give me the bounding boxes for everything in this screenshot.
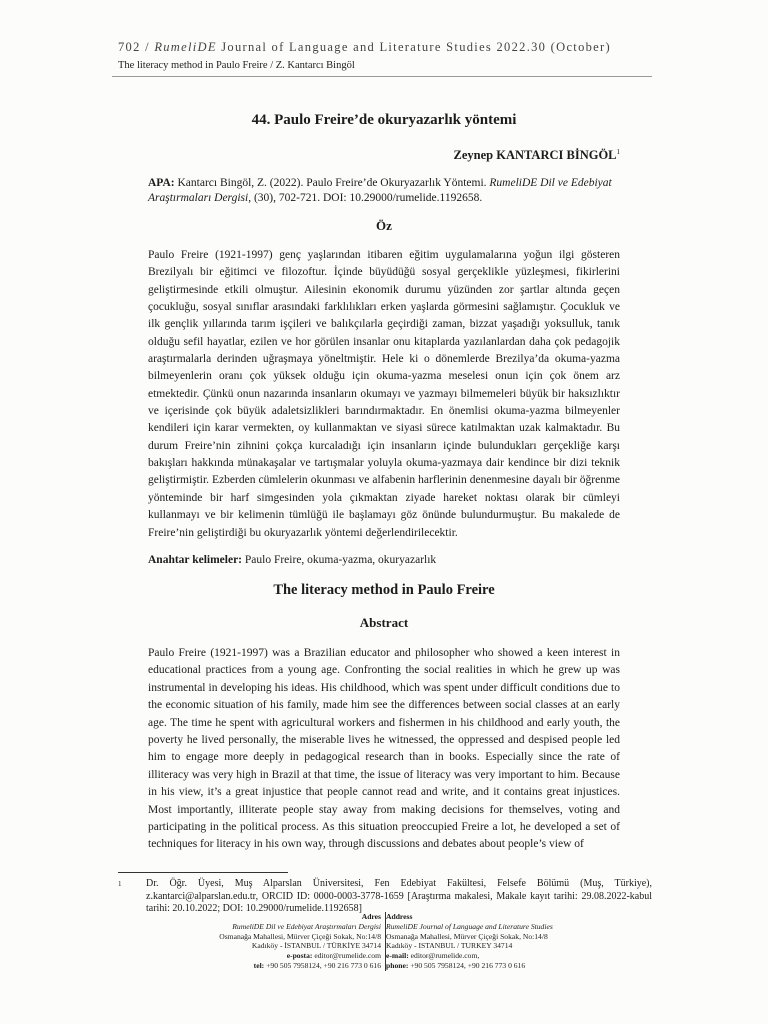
author-line [148,148,620,163]
header-separator: / [145,40,150,54]
address-en-email-value[interactable]: editor@rumelide.com, [408,951,480,961]
address-en [386,912,652,971]
page-number: 702 [118,40,141,54]
header-rule [112,76,652,77]
address-tr-heading: Adres [361,912,381,921]
address-en-line1: Osmanağa Mahallesi, Mürver Çiçeği Sokak, No:14/8 [386,931,548,941]
footnote-mark: 1 [118,880,122,888]
address-tr-email-value[interactable]: editor@rumelide.com [312,951,381,961]
apa-text-2: , (30), 702-721. DOI: 10.29000/rumelide.1192658. [248,192,483,204]
address-tr-line2: Kadıköy - İSTANBUL / TÜRKİYE 34714 [251,941,381,951]
apa-journal: RumeliDE Dil ve Edebiyat Araştırmaları Dergisi [148,177,612,204]
address-tr-tel-label: tel: [253,960,265,970]
address-tr-tel-value: +90 505 7958124, +90 216 773 0 616 [264,960,381,970]
article-title-tr: 44. Paulo Freire’de okuryazarlık yöntemi [251,112,517,128]
address-en-heading: Address [386,912,413,921]
apa-text-1: Kantarcı Bingöl, Z. (2022). Paulo Freire’de Okuryazarlık Yöntemi. [174,177,490,189]
running-header [118,40,658,55]
journal-name: RumeliDE [154,40,217,54]
address-tr-journal: RumeliDE Dil ve Edebiyat Araştırmaları Dergisi [232,921,381,931]
address-en-tel [386,961,652,971]
footnote-text: Dr. Öğr. Üyesi, Muş Alparslan Üniversitesi, Fen Edebiyat Fakültesi, Felsefe Bölümü (Muş, Türkiye), z.kantarci@alparslan.edu.tr, ORCID ID: 0000-0003-3778-1659 [Araştırma makalesi, Makale kayıt tarihi: 29.08.2022-kabul tarihi: 20.10.2022; DOI: 10.29000/rumelide.1192658] [146,878,652,914]
address-en-tel-value: +90 505 7958124, +90 216 773 0 616 [408,960,526,970]
footnote-rule [118,872,288,873]
apa-label: APA: [148,177,175,189]
address-tr-email [118,951,381,961]
footnote [118,878,652,916]
article-title-en: The literacy method in Paulo Freire [273,582,495,598]
keywords-label: Anahtar kelimeler: [148,554,243,566]
oz-heading: Öz [376,218,392,233]
journal-issue: Journal of Language and Literature Studies 2022.30 (October) [221,40,611,54]
keywords-line [148,554,620,566]
address-en-line2: Kadıköy - ISTANBUL / TURKEY 34714 [386,941,513,951]
address-tr [118,912,386,971]
oz-paragraph: Paulo Freire (1921-1997) genç yaşlarından itibaren eğitim uygulamalarına yoğun ilgi gösteren Brezilyalı bir eğitimci ve filozoftur. İçinde büyüdüğü sosyal gerçeklikle yüzleşmesi, fikirlerini geliştirmesinde etkili olmuştur. Ailesinin ekonomik durumu yüzünden zor şartlar altında geçen çocukluğu, sosyal sınıflar arasındaki farklılıkları erken yaşlarda görmesini sağlamıştır. Çocukluk ve ilk gençlik yıllarında tarım işçileri ve balıkçılarla geçirdiği zaman, bizzat yaşadığı yoksulluk, tanık olduğu sefil hayatlar, ezilen ve hor görülen insanlar onu kitaplarda yazılanlardan daha çok pedagojik araştırmalarla derinden uğraşmaya yöneltmiştir. Hele ki o dönemlerde Brezilya’da okuma-yazma bilmeyenlerin oranı çok yüksek olduğu için okuma-yazma meselesi onun için çok önem arz etmektedir. Çünkü onun nazarında insanların okumayı ve yazmayı bilmemeleri büyük bir haksızlıktır ve içerisinde çok büyük adaletsizlikleri barındırmaktadır. En önemlisi okuma-yazma bilmeyenler kendileri için karar vermekten, oy kullanmaktan ve siyasi sürece katılmaktan uzak kalmaktadır. Bu durum Freire’nin zihnini çokça kurcaladığı için insanların içinde bulundukları gerçekliğe karşı bakışları hakkında münakaşalar ve tartışmalar yoluyla okuma-yazmaya dair kendince bir dizi teknik geliştirmiştir. Ezberden cümlelerin okunması ve alfabenin harflerinin denenmesine dayalı bir öğrenme yönteminde bir harf simgesinden yola çıkmaktan ziyade hareket noktası olarak bir cümleyi kullanmayı ve bir kelimenin tümlüğü ile başlamayı göz önünde bulundurmuştur. Bu makalede de Freire’nin geliştirdiği bu okuryazarlık yöntemi değerlendirilecektir. [148,249,620,539]
address-en-journal: RumeliDE Journal of Language and Literature Studies [386,921,553,931]
address-tr-line1: Osmanağa Mahallesi, Mürver Çiçeği Sokak, No:14/8 [219,931,381,941]
author-footnote-mark[interactable]: 1 [616,148,620,156]
author-name: Zeynep KANTARCI BİNGÖL [453,148,617,163]
abstract-paragraph: Paulo Freire (1921-1997) was a Brazilian educator and philosopher who showed a keen interest in educational practices from a young age. Confronting the social realities in which he grew up was instrumental in developing his ideas. His childhood, which was spent under difficult conditions due to the economic situation of his family, made him see the differences between social classes at an early age. The time he spent with agricultural workers and fishermen in his childhood and early youth, the poverty he lived personally, the miserable lives he witnessed, the oppressed and despised people led him to engage more deeply in pedagogical research than in books. Especially since the rate of illiteracy was very high in Brazil at that time, the issue of literacy was very important to him. Because in his view, it’s a great injustice that people cannot read and write, and it contains great injustices. Most importantly, illiterate people stay away from making decisions for themselves, voting and participating in the political process. As this situation preoccupied Freire a lot, he developed a set of techniques for literacy in his own way, through discussions and debates about people’s view of [148,647,620,851]
keywords-list: Paulo Freire, okuma-yazma, okuryazarlık [242,554,437,566]
address-en-email [386,951,652,961]
address-en-tel-label: phone: [386,960,409,970]
abstract-heading: Abstract [359,615,409,630]
address-tr-tel [118,961,381,971]
address-tr-email-label: e-posta: [286,951,313,961]
address-en-email-label: e-mail: [386,951,409,961]
running-title: The literacy method in Paulo Freire / Z. Kantarcı Bingöl [118,60,355,71]
apa-citation [148,176,620,206]
